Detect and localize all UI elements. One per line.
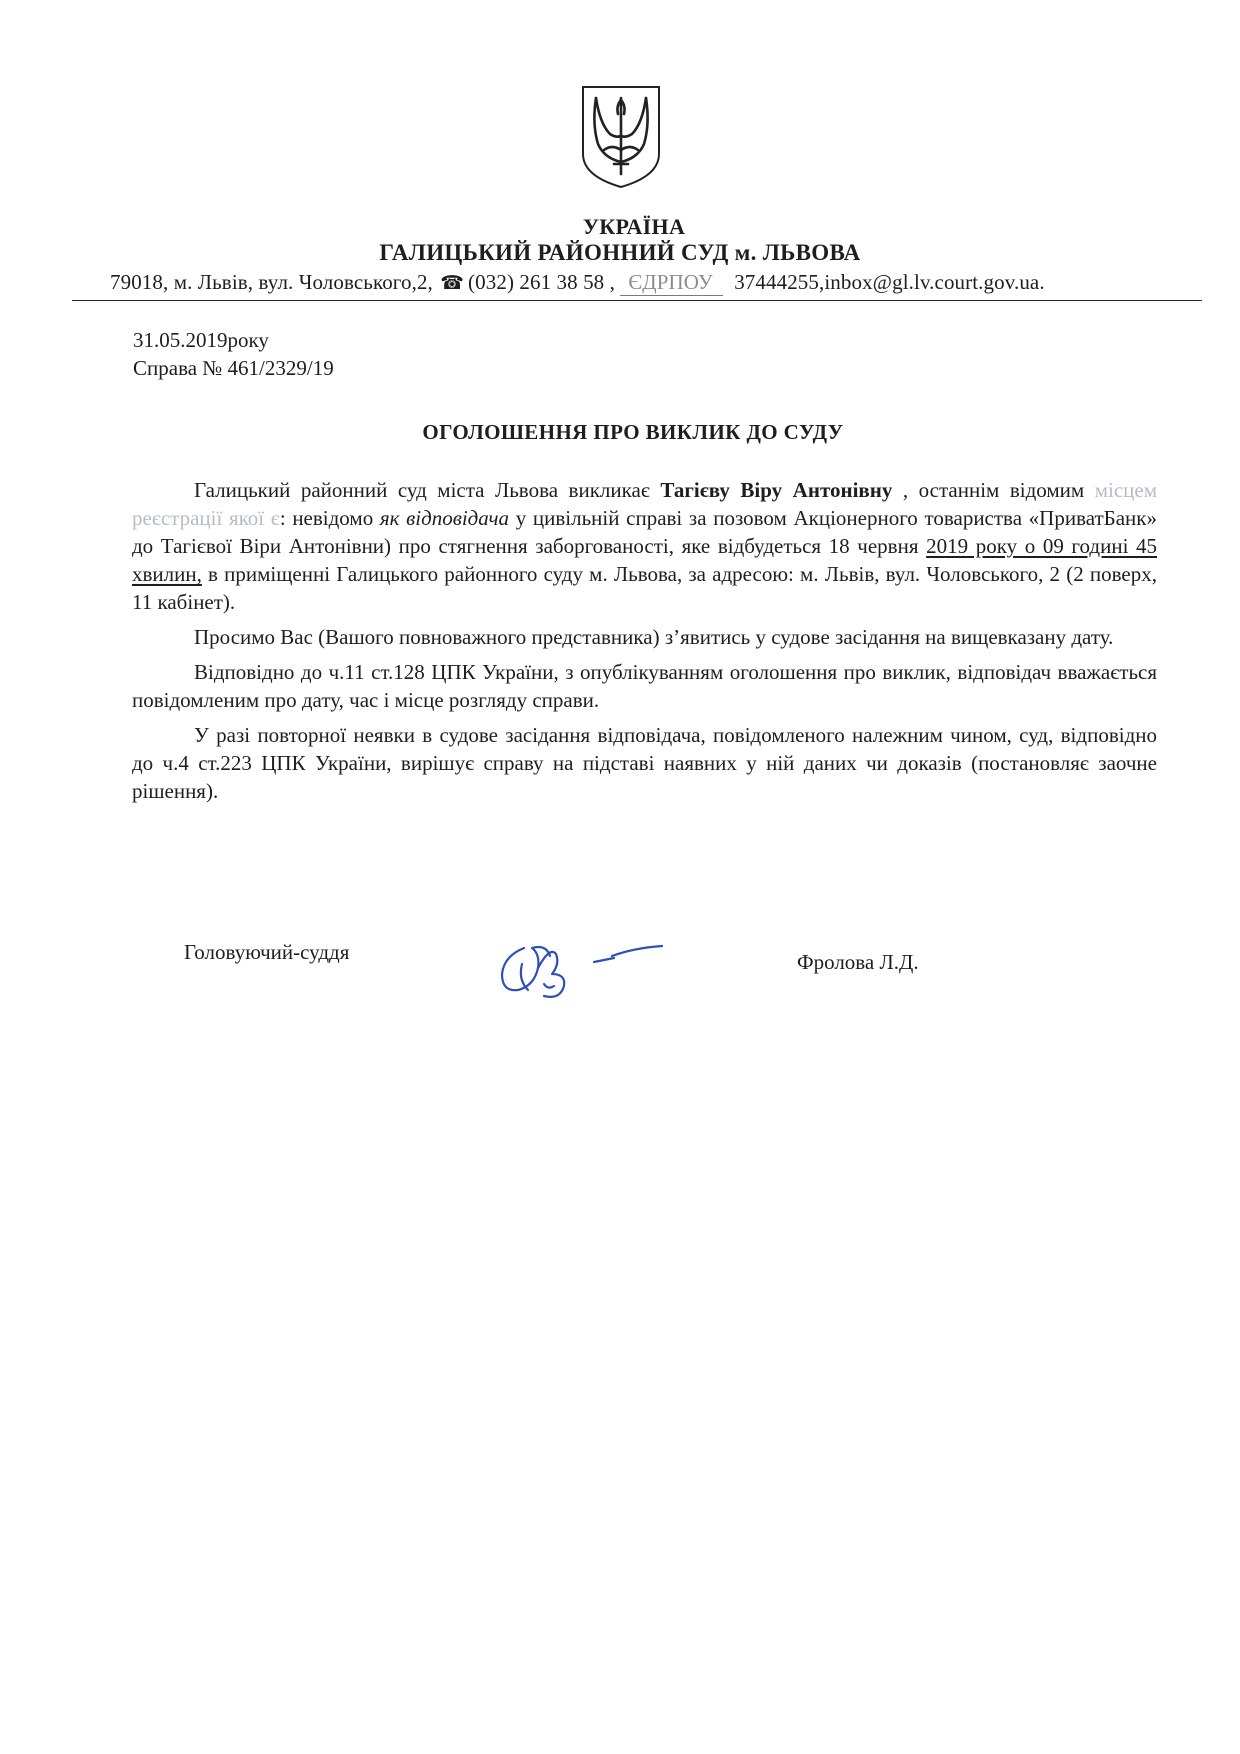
paragraph-default-judgment: У разі повторної неявки в судове засідання відповідача, повідомленого належним чином, суд, відповідно до ч.4 ст.223 ЦПК України, вирішує справу на підставі наявних у ній даних чи доказів (постановляє заочне рішення). [132,723,1157,803]
signer-name: Фролова Л.Д. [797,950,919,974]
paragraph-request: Просимо Вас (Вашого повноважного представника) з’явитись у судове засідання на вищевказану дату. [194,625,1114,649]
defendant-name: Тагієву Віру Антонівну [660,478,893,502]
document-date: 31.05.2019року [133,328,269,352]
summons-text: , останнім відомим [892,478,1095,502]
notice-body [132,476,1157,812]
hearing-datetime: 2019 року о 09 годині 45 хвилин, [132,534,1158,586]
summons-text: у цивільній справі за позовом Акціонерного товариства «ПриватБанк» до Тагієвої Віри Антонівни) про стягнення заборгованості, яке відбудеться 18 червня [132,506,1158,558]
court-phone: (032) 261 38 58 , [468,270,615,294]
document-title: ОГОЛОШЕННЯ ПРО ВИКЛИК ДО СУДУ [422,420,844,444]
court-contacts [110,270,1210,296]
header-divider [72,300,1202,301]
edrpou-email: 37444255,inbox@gl.lv.court.gov.ua. [734,270,1045,294]
country-heading: УКРАЇНА [582,214,686,239]
paragraph-notification: Відповідно до ч.11 ст.128 ЦПК України, з опублікуванням оголошення про виклик, відповідач вважається повідомленим про дату, час і місце розгляду справи. [132,660,1157,712]
handwritten-signature [494,934,669,1008]
case-number: Справа № 461/2329/19 [133,356,334,380]
court-address: 79018, м. Львів, вул. Чоловського,2, [110,270,433,294]
summons-intro: Галицький районний суд міста Львова викликає [194,478,661,502]
summons-text: в приміщенні Галицького районного суду м. Львова, за адресою: м. Львів, вул. Чоловського, 2 (2 поверх, 11 кабінет). [132,562,1157,614]
paragraph-summons [132,476,1157,616]
faded-text: місцем реєстрації якої є [132,478,1157,530]
edrpou-label: ЄДРПОУ [620,270,723,296]
defendant-role: як відповідача [379,506,510,530]
phone-icon: ☎ [440,273,465,294]
summons-text: : невідомо [279,506,380,530]
court-name: ГАЛИЦЬКИЙ РАЙОННИЙ СУД м. ЛЬВОВА [379,240,861,265]
signer-role: Головуючий-суддя [184,940,350,964]
trident-icon [580,84,662,190]
